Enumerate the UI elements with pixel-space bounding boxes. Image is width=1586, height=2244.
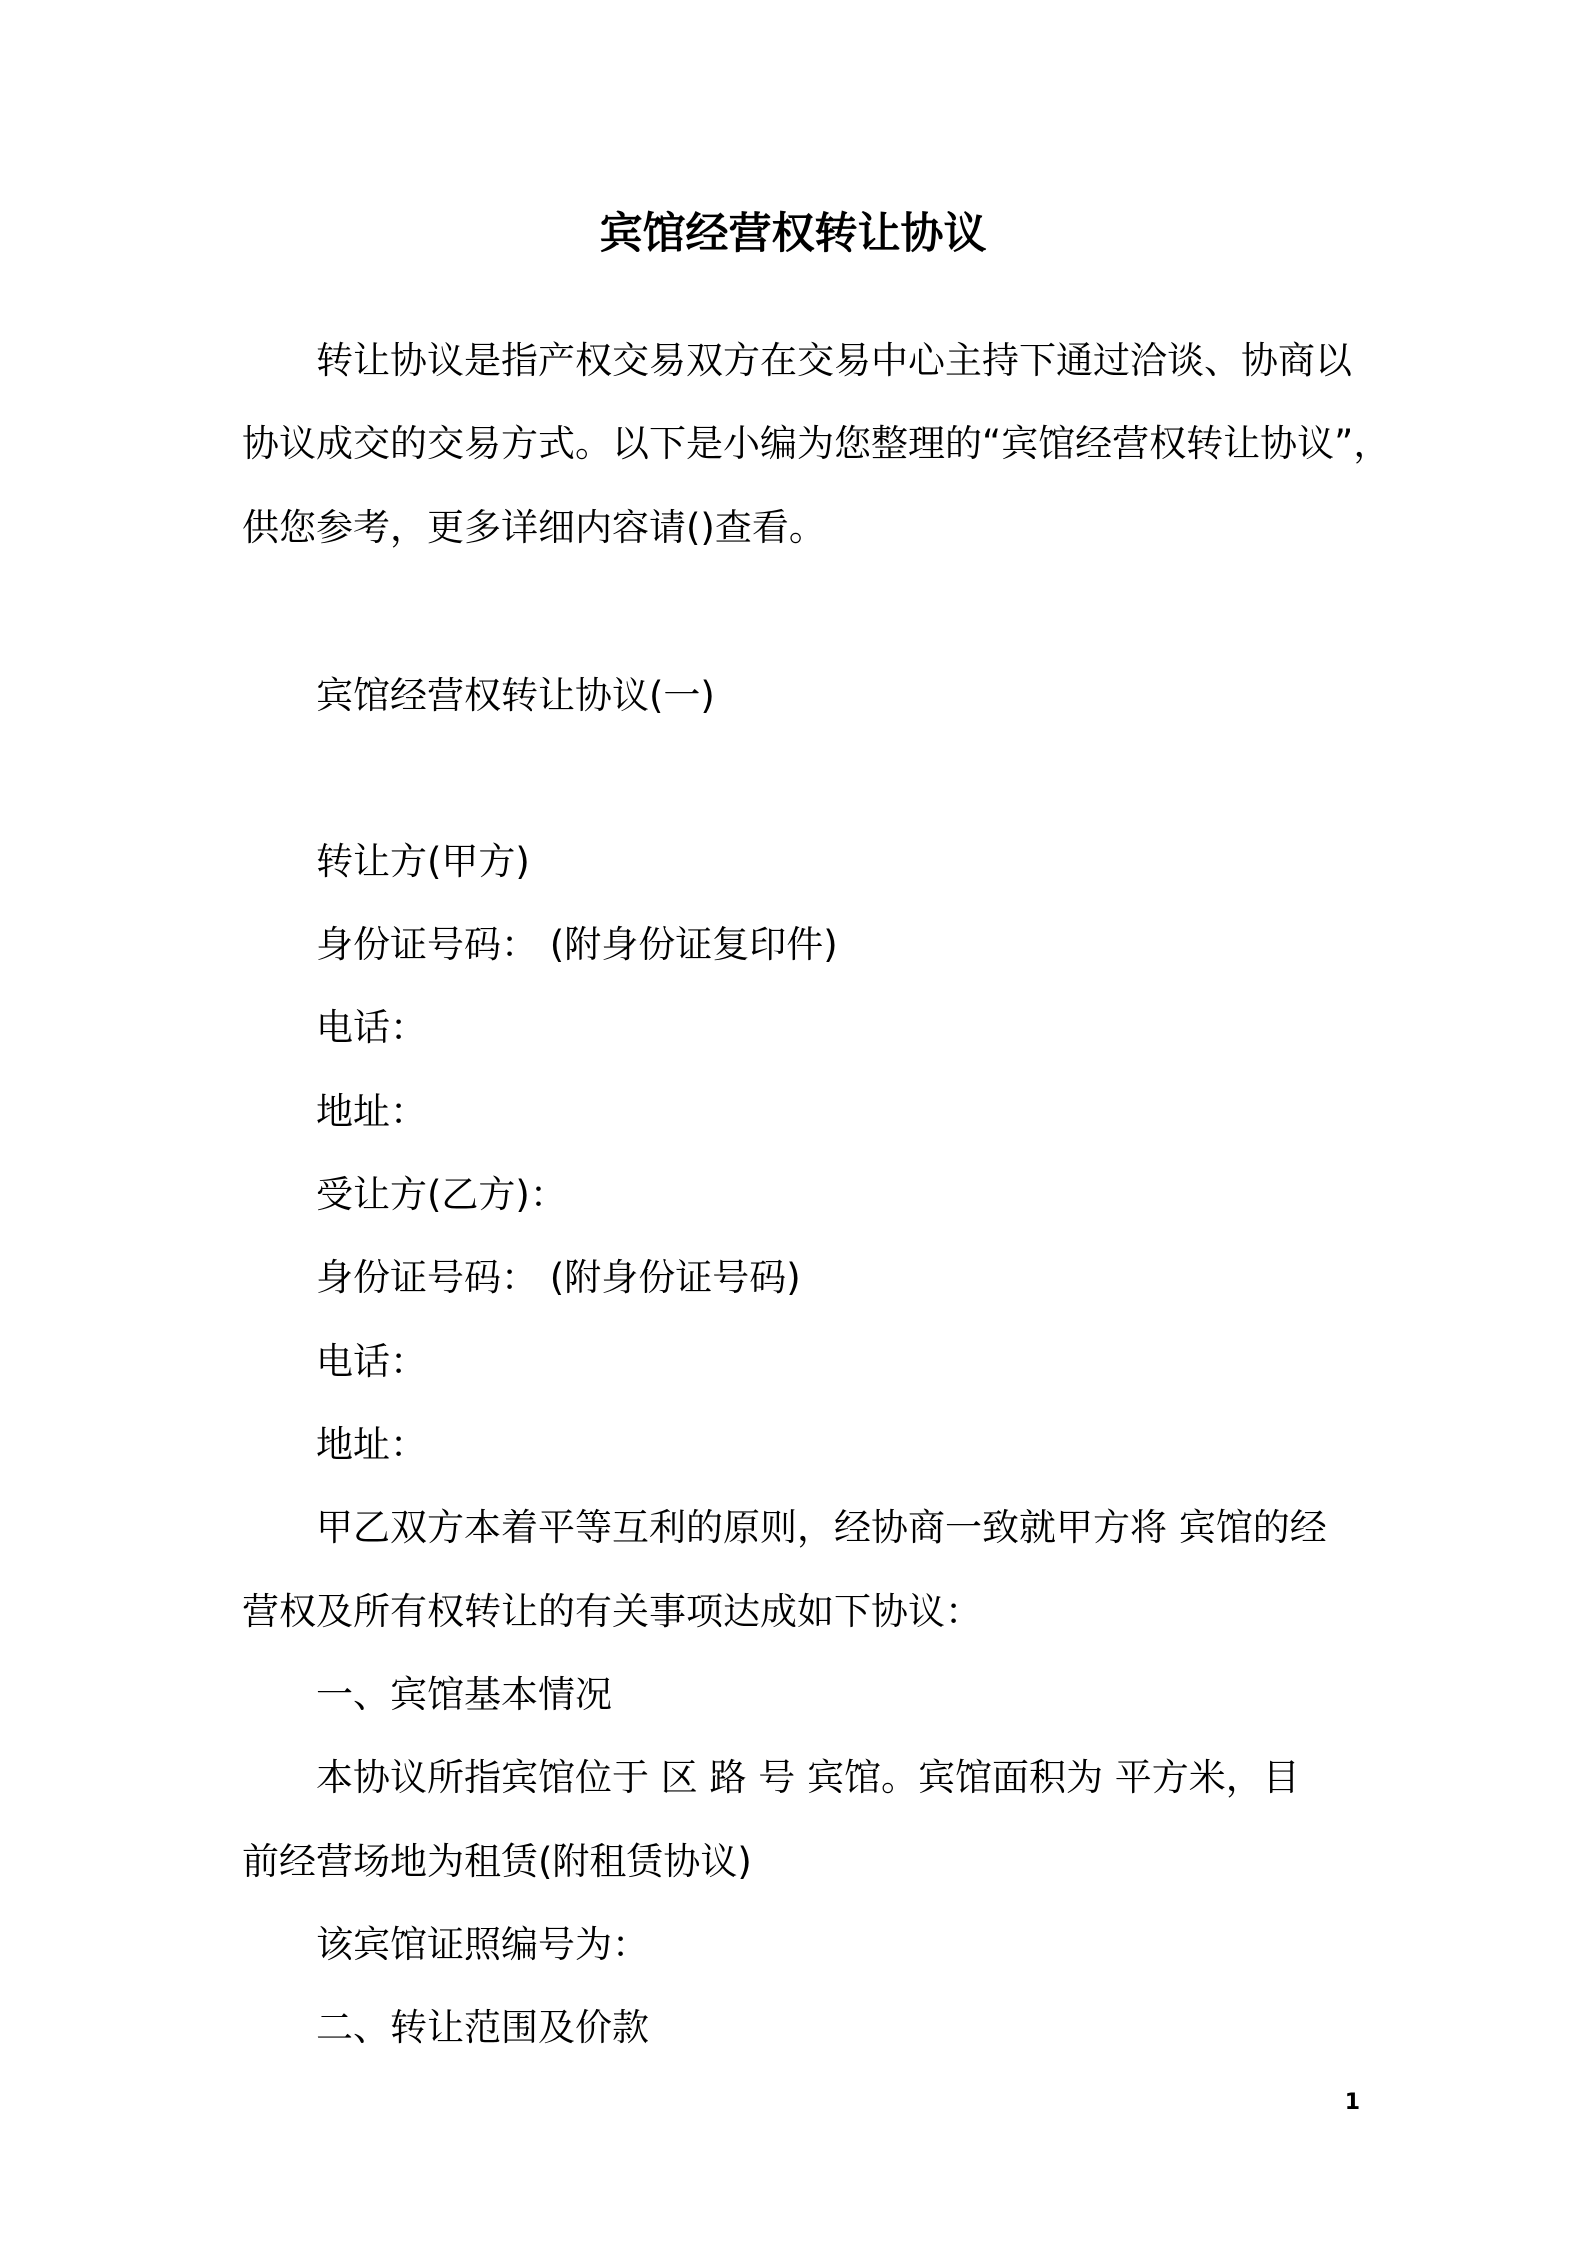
preamble-line-2: 营权及所有权转让的有关事项达成如下协议： (242, 1590, 982, 1633)
section-heading: 宾馆经营权转让协议(一) (316, 674, 715, 717)
party-b-phone: 电话： (316, 1340, 427, 1383)
clause-1-license: 该宾馆证照编号为： (316, 1923, 649, 1966)
party-a-id-line: 身份证号码： (附身份证复印件) (316, 923, 838, 966)
party-a-label: 转让方(甲方) (316, 840, 530, 883)
party-b-id-line: 身份证号码： (附身份证号码) (316, 1256, 801, 1299)
party-a-phone: 电话： (316, 1006, 427, 1049)
clause-1-body-line-1: 本协议所指宾馆位于 区 路 号 宾馆。宾馆面积为 平方米，目 (316, 1756, 1300, 1799)
party-b-label: 受让方(乙方)： (316, 1173, 567, 1216)
party-b-address: 地址： (316, 1423, 427, 1466)
clause-2-heading: 二、转让范围及价款 (316, 2006, 649, 2049)
intro-line-1: 转让协议是指产权交易双方在交易中心主持下通过洽谈、协商以 (316, 339, 1352, 382)
clause-1-body-line-2: 前经营场地为租赁(附租赁协议) (242, 1840, 752, 1883)
document-title: 宾馆经营权转让协议 (599, 209, 987, 259)
intro-line-2: 协议成交的交易方式。以下是小编为您整理的“宾馆经营权转让协议”， (242, 422, 1391, 465)
party-a-address: 地址： (316, 1090, 427, 1133)
page-number: 1 (1344, 2090, 1360, 2115)
intro-line-3: 供您参考，更多详细内容请()查看。 (242, 506, 826, 549)
clause-1-heading: 一、宾馆基本情况 (316, 1673, 612, 1716)
preamble-line-1: 甲乙双方本着平等互利的原则，经协商一致就甲方将 宾馆的经 (316, 1506, 1327, 1549)
